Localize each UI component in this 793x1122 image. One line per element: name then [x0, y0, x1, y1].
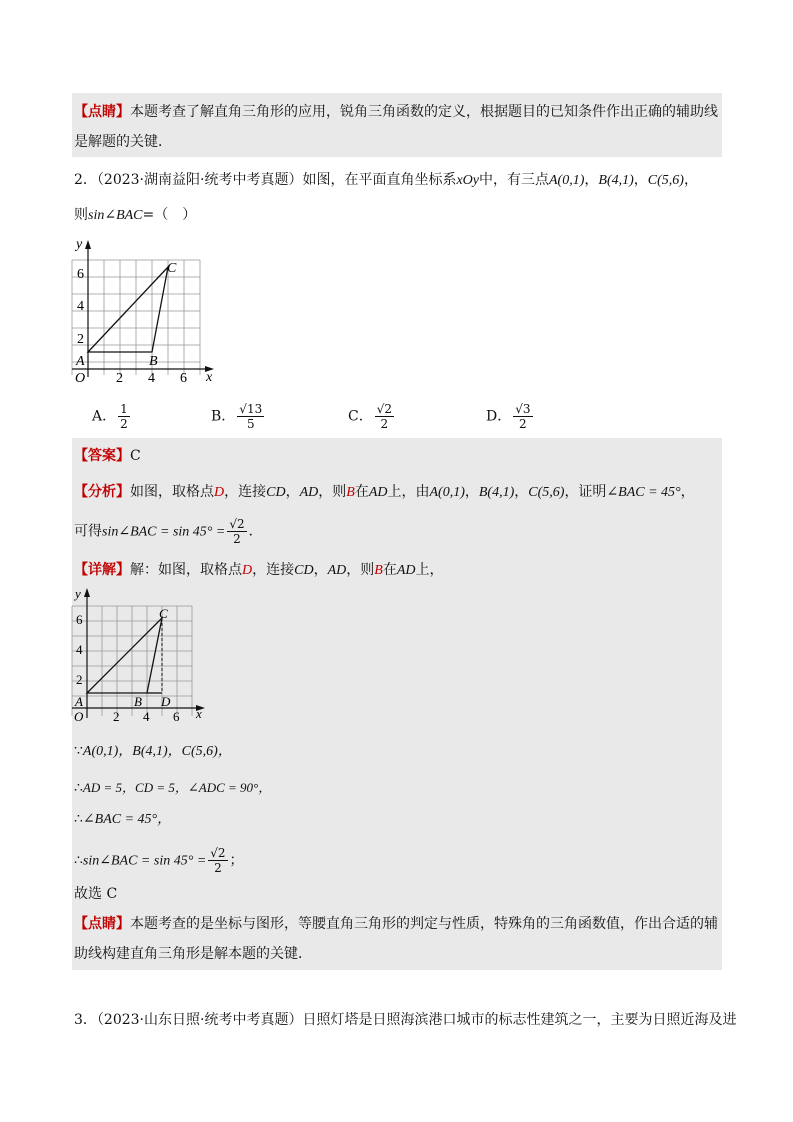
option-b-fraction: $\frac{√13}{5}$: [239, 402, 263, 431]
detail-step3: ∴∠BAC = 45°，: [74, 811, 172, 827]
detail-step1: ∵A(0,1)，B(4,1)，C(5,6)，: [74, 743, 232, 759]
fig2-x-tick: 4: [143, 709, 150, 724]
fig1-origin: O: [75, 371, 86, 386]
question-3-stem: 3．（2023·山东日照·统考中考真题）日照灯塔是日照海滨港口城市的标志性建筑之一，主要为日照近海及进: [74, 1012, 737, 1028]
option-c[interactable]: C． $\frac{√2}{2}$: [348, 402, 392, 431]
prev-dianjing-line2: 是解题的关键．: [74, 134, 172, 150]
detail-step4: ∴sin∠BAC = sin 45° = $\frac{√2}{2}$ ；: [74, 846, 244, 875]
dianjing2-label: 【点睛】: [74, 916, 130, 932]
fig1-x-tick: 6: [180, 371, 187, 386]
fig2-point-d: D: [161, 694, 171, 709]
detail-fraction: $\frac{√2}{2}$: [210, 846, 226, 875]
question-2-ask: 则sin∠BAC=（ ）: [74, 207, 197, 223]
fig2-y-tick: 4: [76, 642, 83, 657]
detail-line1: 【详解】解：如图，取格点D，连接CD，AD，则B在AD上，: [74, 562, 444, 578]
dianjing-label: 【点睛】: [74, 104, 130, 120]
detail-label: 【详解】: [74, 562, 130, 578]
fig2-y-tick: 6: [76, 612, 83, 627]
fig1-y-label: y: [76, 237, 83, 252]
analysis-line1: 【分析】如图，取格点D，连接CD，AD，则B在AD上，由A(0,1)，B(4,1)，C(5,6)，证明∠BAC = 45°，: [74, 484, 695, 500]
detail-choose: 故选 C: [74, 886, 118, 902]
answer-label: 【答案】: [74, 448, 130, 464]
fig1-point-c: C: [167, 261, 177, 276]
fig1-x-label: x: [206, 370, 213, 385]
fig1-point-b: B: [149, 354, 158, 369]
fig2-point-c: C: [159, 606, 168, 621]
fig1-x-tick: 4: [148, 371, 155, 386]
question-2-figure: [66, 232, 226, 390]
answer-line: [74, 446, 141, 466]
option-c-fraction: $\frac{√2}{2}$: [376, 402, 392, 431]
detail-figure: [66, 584, 216, 724]
fig2-y-label: y: [75, 586, 81, 601]
option-a-fraction: $\frac{1}{2}$: [120, 402, 128, 431]
question-2-stem: 2．（2023·湖南益阳·统考中考真题）如图，在平面直角坐标系xOy中，有三点A(0,1)，B(4,1)，C(5,6)，: [74, 172, 698, 188]
fig2-origin: O: [74, 709, 84, 724]
dianjing2-line1: 【点睛】本题考查的是坐标与图形，等腰直角三角形的判定与性质，特殊角的三角函数值，作出合适的辅: [74, 916, 718, 932]
detail-step2: ∴AD = 5，CD = 5，∠ADC = 90°，: [74, 780, 272, 796]
fig1-y-tick: 4: [77, 299, 84, 314]
fig2-x-tick: 2: [113, 709, 120, 724]
answer-value: C: [130, 448, 141, 464]
analysis-fraction: $\frac{√2}{2}$: [229, 517, 245, 546]
option-b[interactable]: B． $\frac{√13}{5}$: [211, 402, 263, 431]
fig2-y-tick: 2: [76, 672, 83, 687]
fig2-point-a: A: [75, 694, 83, 709]
fig2-point-b: B: [134, 694, 142, 709]
analysis-line2: 可得sin∠BAC = sin 45° = $\frac{√2}{2}$ ．: [74, 517, 263, 546]
fig1-x-tick: 2: [116, 371, 123, 386]
prev-dianjing-line1: 【点睛】本题考查了解直角三角形的应用，锐角三角函数的定义，根据题目的已知条件作出正确的辅助线: [74, 104, 718, 120]
option-a[interactable]: A． $\frac{1}{2}$: [92, 402, 128, 431]
fig1-point-a: A: [76, 354, 85, 369]
dianjing2-line2: 助线构建直角三角形是解本题的关键．: [74, 946, 312, 962]
fig1-y-tick: 6: [77, 267, 84, 282]
fig1-y-tick: 2: [77, 332, 84, 347]
analysis-label: 【分析】: [74, 484, 130, 500]
option-d-fraction: $\frac{√3}{2}$: [515, 402, 531, 431]
fig2-x-tick: 6: [173, 709, 180, 724]
option-d[interactable]: D． $\frac{√3}{2}$: [486, 402, 531, 431]
fig2-x-label: x: [196, 706, 202, 721]
